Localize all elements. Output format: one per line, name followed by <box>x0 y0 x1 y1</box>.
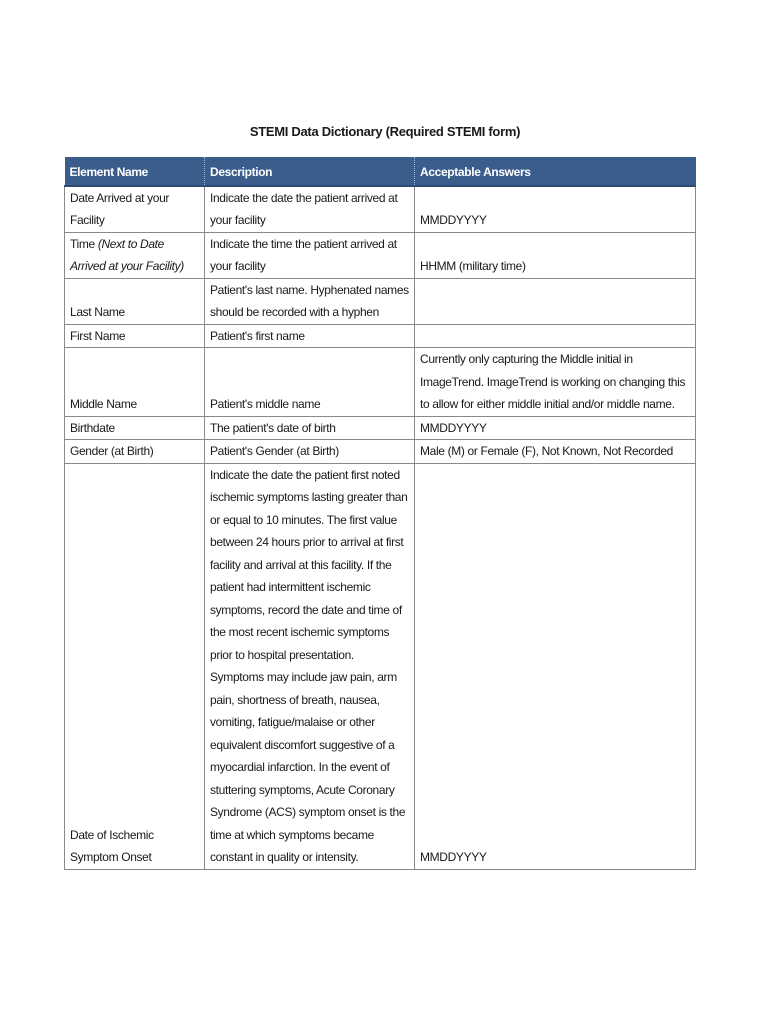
header-acceptable-answers: Acceptable Answers <box>415 157 696 186</box>
table-row <box>65 186 696 233</box>
table-row <box>65 232 696 278</box>
acceptable-answers-cell <box>415 278 696 324</box>
element-name-cell: First Name <box>65 324 205 348</box>
header-element-name: Element Name <box>65 157 205 186</box>
element-name-cell: Gender (at Birth) <box>65 440 205 464</box>
description-cell: The patient's date of birth <box>205 416 415 440</box>
description-cell: Indicate the date the patient first noted ischemic symptoms lasting greater than or equal to 10 minutes. The first value between 24 hours prior to arrival at first facility and arrival at this facility. If the patient had intermittent ischemic symptoms, record the date and time of the most recent ischemic symptoms prior to hospital presentation. Symptoms may include jaw pain, arm pain, shortness of breath, nausea, vomiting, fatigue/malaise or other equivalent discomfort suggestive of a myocardial infarction. In the event of stuttering symptoms, Acute Coronary Syndrome (ACS) symptom onset is the time at which symptoms became constant in quality or intensity. <box>205 463 415 869</box>
element-name-cell: Birthdate <box>65 416 205 440</box>
description-cell: Patient's last name. Hyphenated names should be recorded with a hyphen <box>205 278 415 324</box>
table-row <box>65 463 696 869</box>
table-row <box>65 440 696 464</box>
acceptable-answers-cell: HHMM (military time) <box>415 232 696 278</box>
element-name-cell: Last Name <box>65 278 205 324</box>
element-name-cell: Date Arrived at your Facility <box>65 186 205 233</box>
description-cell: Indicate the time the patient arrived at your facility <box>205 232 415 278</box>
element-name-text: Time <box>70 236 95 251</box>
header-description: Description <box>205 157 415 186</box>
acceptable-answers-cell: MMDDYYYY <box>415 463 696 869</box>
table-row <box>65 278 696 324</box>
document-title: STEMI Data Dictionary (Required STEMI form) <box>249 124 521 139</box>
data-dictionary-table <box>64 157 696 870</box>
element-name-cell: Middle Name <box>65 348 205 417</box>
description-cell: Patient's middle name <box>205 348 415 417</box>
table-header-row <box>65 157 696 186</box>
acceptable-answers-cell: MMDDYYYY <box>415 186 696 233</box>
table-row <box>65 324 696 348</box>
table-row <box>65 348 696 417</box>
acceptable-answers-cell <box>415 324 696 348</box>
description-cell: Patient's Gender (at Birth) <box>205 440 415 464</box>
acceptable-answers-cell: MMDDYYYY <box>415 416 696 440</box>
table-row <box>65 416 696 440</box>
element-name-cell <box>65 232 205 278</box>
description-cell: Indicate the date the patient arrived at your facility <box>205 186 415 233</box>
description-cell: Patient's first name <box>205 324 415 348</box>
element-name-cell: Date of Ischemic Symptom Onset <box>65 463 205 869</box>
acceptable-answers-cell: Currently only capturing the Middle initial in ImageTrend. ImageTrend is working on changing this to allow for either middle initial and/or middle name. <box>415 348 696 417</box>
acceptable-answers-cell: Male (M) or Female (F), Not Known, Not Recorded <box>415 440 696 464</box>
element-name-note: (Next to Date Arrived at your Facility) <box>70 236 184 273</box>
